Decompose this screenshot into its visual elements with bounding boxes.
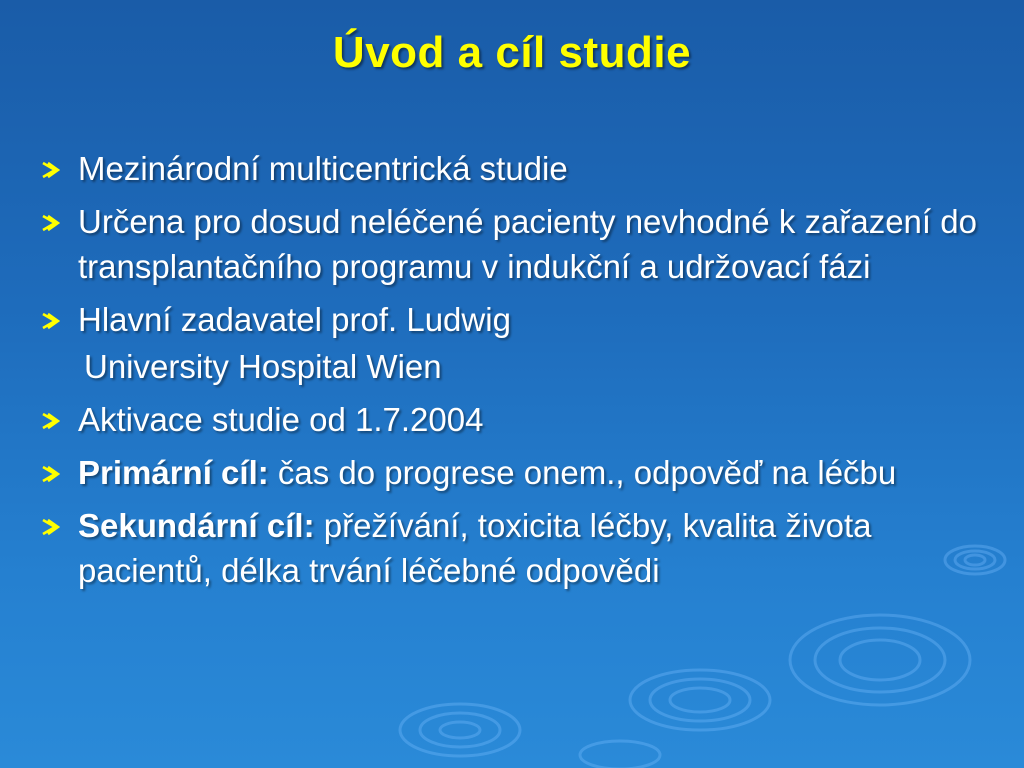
bullet-text: University Hospital Wien — [84, 348, 442, 385]
bullet-item — [40, 297, 990, 342]
bullet-text: Hlavní zadavatel prof. Ludwig — [78, 301, 511, 338]
bullet-item — [40, 450, 990, 495]
bullet-item — [40, 397, 990, 442]
bullet-continuation — [40, 344, 990, 389]
bullet-item — [40, 146, 990, 191]
bullet-text: Určena pro dosud neléčené pacienty nevhodné k zařazení do transplantačního programu v indukční a udržovací fázi — [78, 203, 977, 285]
bullet-text: čas do progrese onem., odpověď na léčbu — [268, 454, 897, 491]
bullet-bold-label: Primární cíl: — [78, 454, 269, 491]
arrow-bullet-icon — [40, 160, 60, 180]
arrow-bullet-icon — [40, 213, 60, 233]
arrow-bullet-icon — [40, 464, 60, 484]
arrow-bullet-icon — [40, 517, 60, 537]
bullet-item — [40, 503, 990, 593]
slide-title: Úvod a cíl studie — [332, 28, 692, 77]
arrow-bullet-icon — [40, 311, 60, 331]
bullet-text: přežívání, toxicita léčby, kvalita života pacientů, délka trvání léčebné odpovědi — [78, 507, 872, 589]
arrow-bullet-icon — [40, 411, 60, 431]
bullet-list — [40, 146, 990, 601]
bullet-text: Aktivace studie od 1.7.2004 — [78, 401, 484, 438]
bullet-bold-label: Sekundární cíl: — [78, 507, 315, 544]
bullet-item — [40, 199, 990, 289]
bullet-text: Mezinárodní multicentrická studie — [78, 150, 568, 187]
